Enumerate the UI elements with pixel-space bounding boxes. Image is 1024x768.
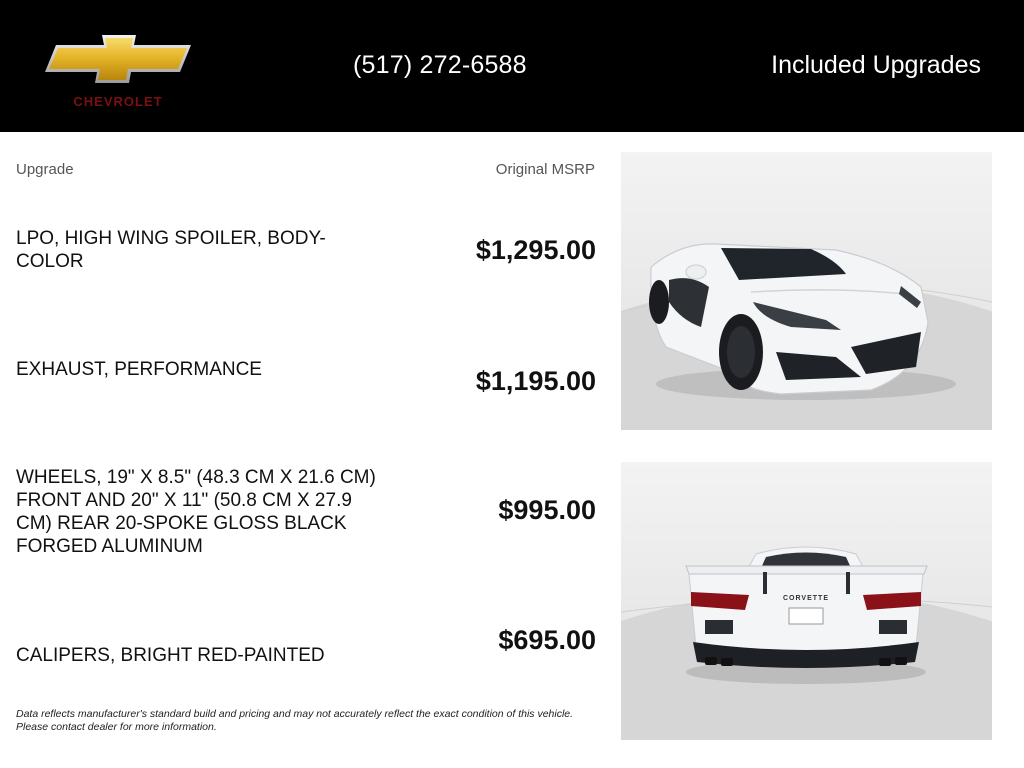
brand-wordmark: CHEVROLET (73, 94, 163, 109)
upgrade-price: $995.00 (498, 495, 596, 525)
column-header-msrp: Original MSRP (495, 161, 595, 178)
upgrade-name: LPO, HIGH WING SPOILER, BODY-COLOR (16, 228, 326, 272)
upgrade-name: WHEELS, 19" X 8.5" (48.3 CM X 21.6 CM) FRONT AND 20" X 11" (50.8 CM X 27.9 CM) REAR 20-SPOKE GLOSS BLACK FORGED ALUMINUM (16, 467, 376, 557)
header-bar (0, 0, 1024, 132)
upgrade-row (16, 358, 596, 418)
corvette-badge: CORVETTE (783, 595, 829, 602)
upgrade-name: EXHAUST, PERFORMANCE (16, 359, 262, 380)
vehicle-photo-front[interactable] (621, 152, 992, 430)
chevrolet-logo[interactable] (44, 34, 192, 112)
upgrade-price: $1,195.00 (475, 366, 596, 396)
upgrade-row (16, 466, 596, 566)
upgrade-price: $1,295.00 (475, 235, 596, 265)
disclaimer-text: Data reflects manufacturer's standard build and pricing and may not accurately reflect the exact condition of this vehicle. Please contact dealer for more information. (16, 708, 574, 733)
column-header-upgrade: Upgrade (16, 161, 74, 178)
vehicle-photo-rear[interactable] (621, 462, 992, 740)
upgrade-price: $695.00 (498, 625, 596, 655)
upgrade-row (16, 227, 596, 307)
upgrade-name: CALIPERS, BRIGHT RED-PAINTED (16, 645, 325, 666)
phone-number-link[interactable]: (517) 272-6588 (353, 51, 527, 79)
page-title: Included Upgrades (771, 51, 981, 79)
upgrade-row (16, 625, 596, 675)
